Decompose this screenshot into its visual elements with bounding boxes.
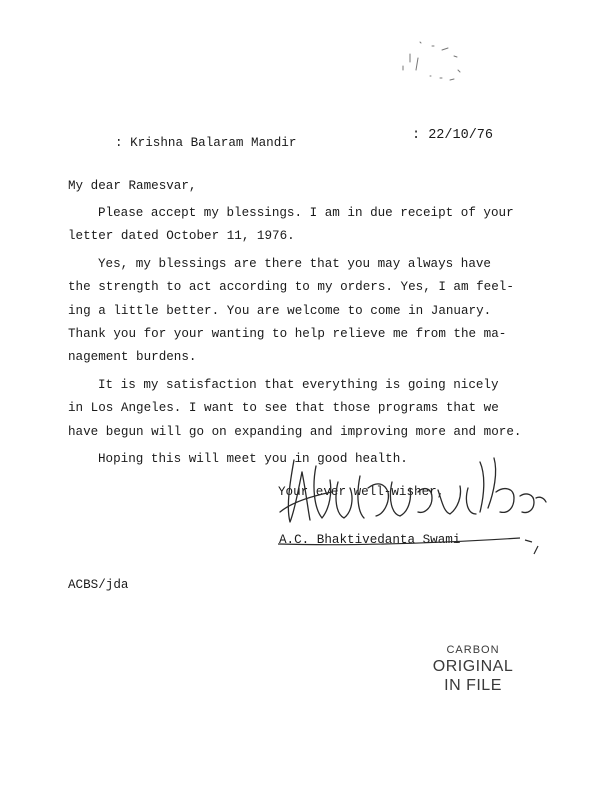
signature-underline: [270, 532, 550, 562]
stamp-line-1: CARBON: [446, 644, 500, 656]
carbon-original-stamp: [418, 643, 528, 695]
corner-pencil-marks: [398, 40, 468, 84]
salutation: My dear Ramesvar,: [68, 179, 197, 193]
letter-header-place: : Krishna Balaram Mandir: [115, 136, 297, 150]
reference-initials: ACBS/jda: [68, 578, 129, 592]
body-line: in Los Angeles. I want to see that those programs that we: [68, 401, 499, 416]
body-line: have begun will go on expanding and improving more and more.: [68, 424, 522, 439]
stamp-line-2: ORIGINAL: [432, 658, 514, 675]
letter-date: : 22/10/76: [412, 128, 494, 143]
body-line: Please accept my blessings. I am in due receipt of your: [98, 206, 514, 220]
body-line: the strength to act according to my orders. Yes, I am feel-: [68, 280, 514, 295]
body-line: Yes, my blessings are there that you may always have: [98, 256, 491, 271]
body-line: Thank you for your wanting to help relieve me from the ma-: [68, 326, 507, 341]
signature-name: A.C. Bhaktivedanta Swami: [279, 533, 461, 547]
closing: Your ever well-wisher,: [278, 485, 445, 499]
body-line: Hoping this will meet you in good health.: [98, 451, 408, 466]
body-line: It is my satisfaction that everything is going nicely: [98, 377, 499, 392]
stamp-line-3: IN FILE: [444, 677, 502, 694]
handwritten-signature: [272, 452, 550, 532]
body-line: letter dated October 11, 1976.: [68, 229, 295, 244]
body-line: ing a little better. You are welcome to come in January.: [68, 303, 492, 318]
letter-body: [68, 202, 538, 471]
body-line: nagement burdens.: [68, 350, 197, 365]
